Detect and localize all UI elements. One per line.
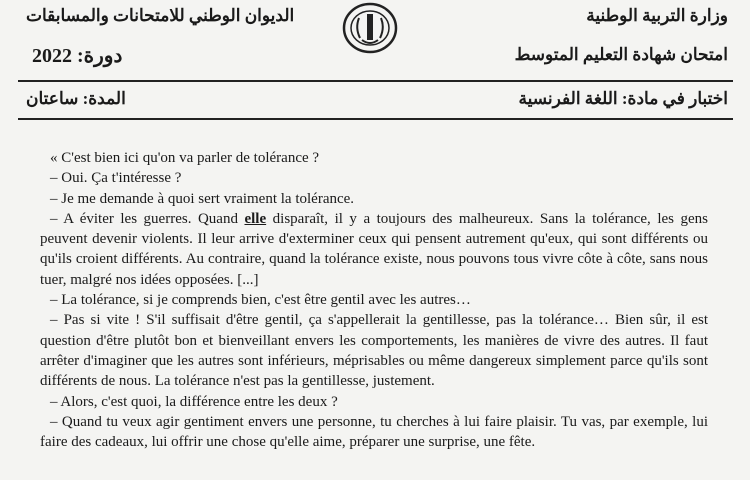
header-divider-top (18, 80, 733, 82)
reading-passage (40, 148, 708, 452)
session-year: 2022 (32, 45, 72, 67)
passage-paragraph: – Pas si vite ! S'il suffisait d'être gentil, ça s'appellerait la gentillesse, pas la tolérance… Bien sûr, il est question d'être plutôt bon et bienveillant envers les comportements, les manières de vivre des autres. Il faut arrêter d'imaginer que les autres sont inférieurs, méprisables ou même dangereux simplement parce qu'ils sont différents de nous. La tolérance n'est pas la gentillesse, justement. (40, 312, 708, 390)
session (32, 43, 122, 68)
ministry-emblem-icon (341, 2, 399, 54)
underlined-keyword: elle (244, 210, 267, 227)
session-label: دورة: (77, 45, 123, 67)
exam-header (0, 0, 750, 125)
header-divider-bottom (18, 118, 733, 120)
passage-line: – Oui. Ça t'intéresse ? (50, 170, 182, 187)
subject-line: اختبار في مادة: اللغة الفرنسية (518, 89, 728, 108)
passage-paragraph: – La tolérance, si je comprends bien, c'est être gentil avec les autres… (50, 292, 471, 309)
passage-paragraph: – Alors, c'est quoi, la différence entre les deux ? (50, 393, 338, 410)
passage-paragraph: – Quand tu veux agir gentiment envers une personne, tu cherches à lui faire plaisir. Tu vas, par exemple, lui faire des cadeaux, lui offrir une chose qu'elle aime, préparer une surprise, une fête. (40, 413, 708, 451)
passage-line: – Je me demande à quoi sert vraiment la tolérance. (50, 190, 355, 207)
passage-line: « C'est bien ici qu'on va parler de tolérance ? (50, 150, 320, 166)
ministry-name: وزارة التربية الوطنية (586, 6, 728, 25)
passage-paragraph: – A éviter les guerres. Quand elle disparaît, il y a toujours des malheureux. Sans la tolérance, les gens peuvent devenir violents. Il leur arrive d'exterminer ceux qui pensent autrement qu'eux, qui sont différents ou qu'ils croient différents. Au contraire, quand la tolérance existe, nous pouvons tous vivre côte à côte, sans nous tuer, malgré nos idées opposées. [...] (40, 210, 708, 288)
exam-office-name: الديوان الوطني للامتحانات والمسابقات (26, 6, 295, 25)
exam-title: امتحان شهادة التعليم المتوسط (514, 45, 728, 64)
duration-line: المدة: ساعتان (26, 89, 126, 108)
